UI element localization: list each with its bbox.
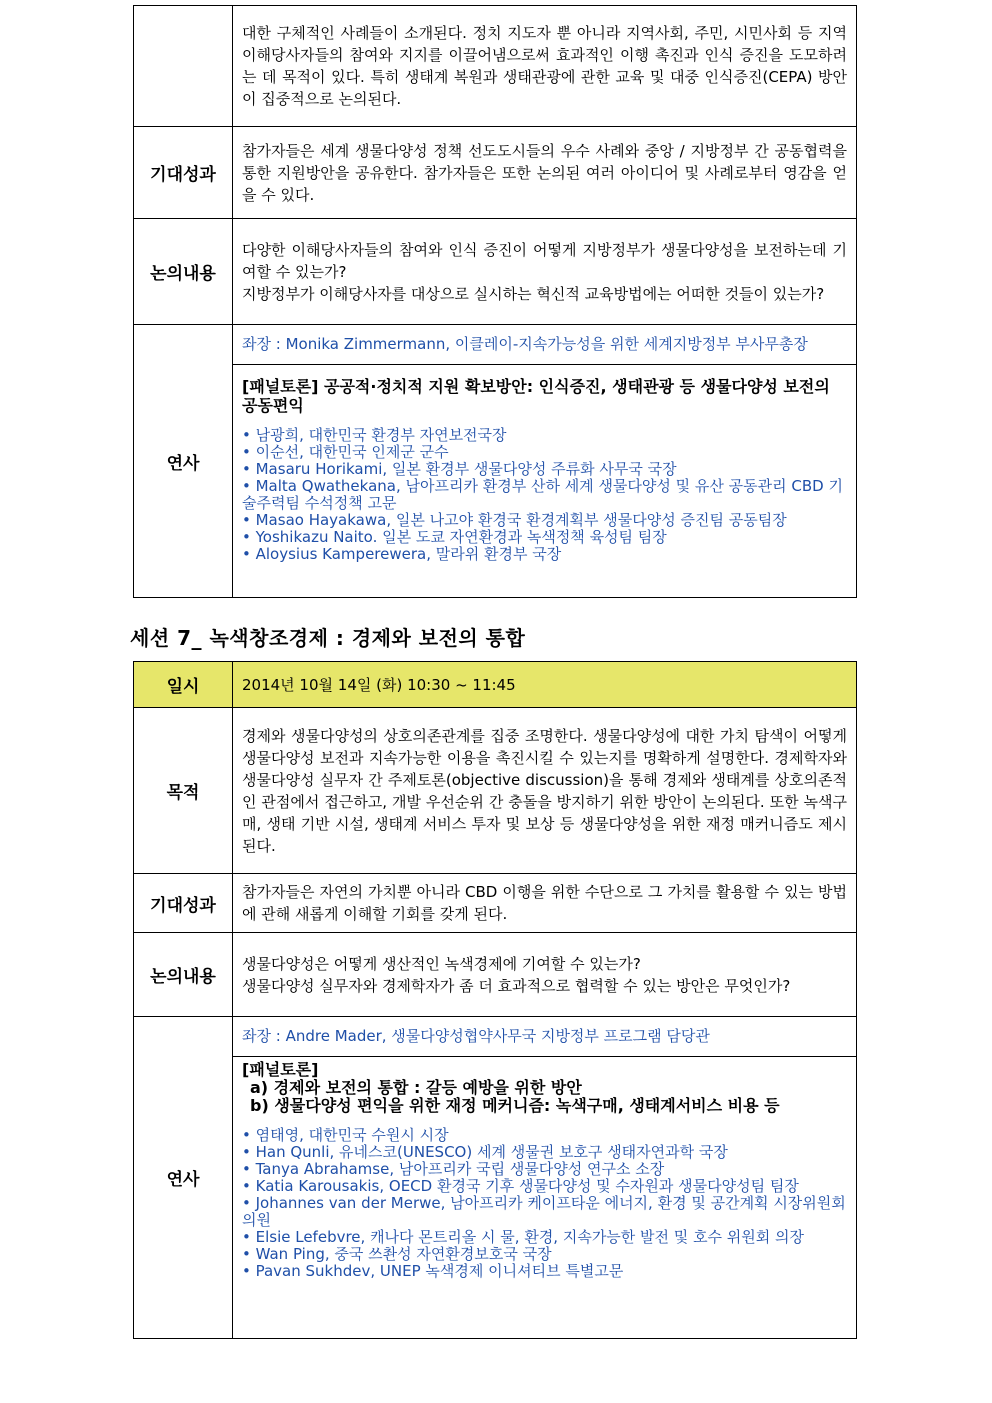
- date-text: 2014년 10월 14일 (화) 10:30 ~ 11:45: [242, 676, 516, 694]
- speaker-item: • Malta Qwathekana, 남아프리카 환경부 산하 세계 생물다양성 및 유산 공동관리 CBD 기술주력팀 수석정책 고문: [242, 477, 843, 512]
- speaker-item: • 염태영, 대한민국 수원시 시장: [242, 1126, 449, 1144]
- chair-cell: [233, 325, 857, 365]
- speaker-item: • Masao Hayakawa, 일본 나고야 환경국 환경계획부 생물다양성 증진팀 공동팀장: [242, 511, 787, 529]
- purpose-text: 대한 구체적인 사례들이 소개된다. 정치 지도자 뿐 아니라 지역사회, 주민, 시민사회 등 지역 이해당사자들의 참여와 지지를 이끌어냄으로써 효과적인 이행 촉진과 인식 증진을 도모하려는 데 목적이 있다. 특히 생태계 복원과 생태관광에 관한 교육 및 대중 인식증진(CEPA) 방안이 집중적으로 논의된다.: [242, 24, 847, 108]
- speakers-label: 연사: [134, 325, 233, 598]
- outcome-text: 참가자들은 자연의 가치뿐 아니라 CBD 이행을 위한 수단으로 그 가치를 활용할 수 있는 방법에 관해 새롭게 이해할 기회를 갖게 된다.: [242, 883, 847, 923]
- outcome-cell: [233, 127, 857, 219]
- speaker-item: • Han Qunli, 유네스코(UNESCO) 세계 생물권 보호구 생태자연과학 국장: [242, 1143, 728, 1161]
- outcome-text: 참가자들은 세계 생물다양성 정책 선도도시들의 우수 사례와 중앙 / 지방정부 간 공동협력을 통한 지원방안을 공유한다. 참가자들은 또한 논의된 여러 아이디어 및 사례로부터 영감을 얻을 수 있다.: [242, 141, 847, 204]
- panel-topic-a: a) 경제와 보전의 통합 : 갈등 예방을 위한 방안: [250, 1078, 582, 1097]
- chair-text: 좌장 : Monika Zimmermann, 이클레이-지속가능성을 위한 세계지방정부 부사무총장: [242, 335, 808, 353]
- discussion-cell: [233, 933, 857, 1017]
- discussion-question: 생물다양성은 어떻게 생산적인 녹색경제에 기여할 수 있는가?: [242, 954, 641, 973]
- speaker-item: • Johannes van der Merwe, 남아프리카 케이프타운 에너지, 환경 및 공간계획 시장위원회 의원: [242, 1194, 846, 1229]
- speaker-item: • Aloysius Kamperewera, 말라위 환경부 국장: [242, 545, 562, 563]
- speakers-label: 연사: [134, 1017, 233, 1339]
- discussion-label: 논의내용: [134, 219, 233, 325]
- panel-cell: [233, 1057, 857, 1339]
- purpose-cell: [233, 6, 857, 127]
- outcome-label: 기대성과: [134, 874, 233, 933]
- session7-heading: 세션 7_ 녹색창조경제 : 경제와 보전의 통합: [130, 626, 526, 650]
- speaker-item: • Tanya Abrahamse, 남아프리카 국립 생물다양성 연구소 소장: [242, 1160, 665, 1178]
- outcome-cell: [233, 874, 857, 933]
- date-cell: [233, 662, 857, 708]
- speaker-item: • Wan Ping, 중국 쓰촨성 자연환경보호국 국장: [242, 1245, 552, 1263]
- panel-topic-b: b) 생물다양성 편익을 위한 재정 메커니즘: 녹색구매, 생태계서비스 비용 등: [250, 1096, 780, 1115]
- discussion-cell: [233, 219, 857, 325]
- panel-title: [패널토론]: [242, 1060, 319, 1079]
- speaker-item: • Yoshikazu Naito. 일본 도쿄 자연환경과 녹색정책 육성팀 팀장: [242, 528, 667, 546]
- purpose-cell: [233, 708, 857, 874]
- panel-cell: [233, 365, 857, 598]
- purpose-text: 경제와 생물다양성의 상호의존관계를 집중 조명한다. 생물다양성에 대한 가치 탐색이 어떻게 생물다양성 보전과 지속가능한 이용을 촉진시킬 수 있는지를 명확하게 설명한다. 경제학자와 생물다양성 실무자 간 주제토론(objective discussion)을 통해 경제와 생태계를 상호의존적인 관점에서 접근하고, 개발 우선순위 간 충돌을 방지하기 위한 방안이 논의된다. 또한 녹색구매, 생태 기반 시설, 생태계 서비스 투자 및 보상 등 생물다양성을 위한 재정 매커니즘도 제시된다.: [242, 726, 847, 855]
- outcome-label: 기대성과: [134, 127, 233, 219]
- session7-table: [133, 661, 857, 1339]
- speaker-item: • 남광희, 대한민국 환경부 자연보전국장: [242, 426, 507, 444]
- discussion-question: 다양한 이해당사자들의 참여와 인식 증진이 어떻게 지방정부가 생물다양성을 보전하는데 기여할 수 있는가?: [242, 240, 847, 281]
- speaker-item: • Pavan Sukhdev, UNEP 녹색경제 이니셔티브 특별고문: [242, 1262, 624, 1280]
- panel-title: [패널토론] 공공적·정치적 지원 확보방안: 인식증진, 생태관광 등 생물다양성 보전의 공동편익: [242, 377, 830, 415]
- session6-table: [133, 5, 857, 598]
- purpose-label-cell: [134, 6, 233, 127]
- speaker-item: • Katia Karousakis, OECD 환경국 기후 생물다양성 및 수자원과 생물다양성팀 팀장: [242, 1177, 799, 1195]
- speaker-item: • 이순선, 대한민국 인제군 군수: [242, 443, 449, 461]
- speaker-item: • Elsie Lefebvre, 캐나다 몬트리올 시 물, 환경, 지속가능한 발전 및 호수 위원회 의장: [242, 1228, 805, 1246]
- discussion-label: 논의내용: [134, 933, 233, 1017]
- discussion-question: 생물다양성 실무자와 경제학자가 좀 더 효과적으로 협력할 수 있는 방안은 무엇인가?: [242, 976, 791, 995]
- date-label: 일시: [134, 662, 233, 708]
- purpose-label: 목적: [134, 708, 233, 874]
- chair-cell: [233, 1017, 857, 1057]
- speaker-item: • Masaru Horikami, 일본 환경부 생물다양성 주류화 사무국 국장: [242, 460, 677, 478]
- discussion-question: 지방정부가 이해당사자를 대상으로 실시하는 혁신적 교육방법에는 어떠한 것들이 있는가?: [242, 284, 825, 303]
- chair-text: 좌장 : Andre Mader, 생물다양성협약사무국 지방정부 프로그램 담당관: [242, 1027, 710, 1045]
